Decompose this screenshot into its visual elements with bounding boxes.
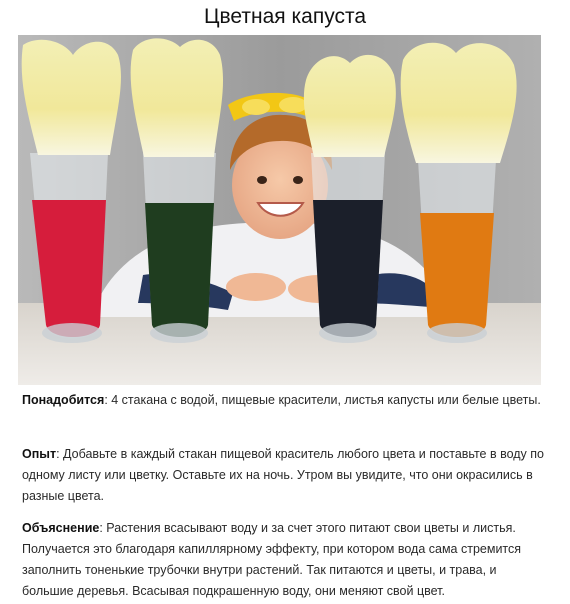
eye-left: [257, 176, 267, 184]
needs-text: : 4 стакана с водой, пищевые красители, листья капусты или белые цветы.: [104, 393, 541, 407]
left-hand: [226, 273, 286, 301]
experiment-label: Опыт: [22, 447, 57, 461]
cabbage-leaf-1: [22, 40, 121, 155]
liquid-blue: [313, 200, 383, 337]
explanation-paragraph: [22, 518, 548, 602]
experiment-text: : Добавьте в каждый стакан пищевой краситель любого цвета и поставьте в воду по одному листу или цветку. Оставьте их на ночь. Утром вы увидите, что они окрасились в разные цвета.: [22, 447, 544, 503]
cabbage-leaf-4: [401, 43, 517, 163]
photo-illustration: [18, 35, 541, 385]
liquid-green: [145, 203, 214, 337]
cabbage-leaf-3: [304, 55, 396, 157]
experiment-paragraph: [22, 444, 548, 507]
explanation-text: : Растения всасывают воду и за счет этого питают свои цветы и листья. Получается это благодаря капиллярному эффекту, при котором вода сама стремится заполнить тоненькие трубочки внутри растений. Так питаются и цветы, и трава, и большие деревья. Всасывая подкрашенную воду, они меняют свой цвет.: [22, 521, 522, 598]
page-title: Цветная капуста: [203, 5, 367, 28]
liquid-orange: [420, 213, 494, 337]
goggle-lens-right: [279, 97, 307, 113]
needs-paragraph: [22, 390, 548, 411]
goggle-lens-left: [242, 99, 270, 115]
explanation-label: Объяснение: [22, 521, 100, 535]
experiment-photo: [18, 35, 541, 385]
cabbage-leaf-2: [131, 38, 223, 157]
eye-right: [293, 176, 303, 184]
needs-label: Понадобится: [22, 393, 105, 407]
